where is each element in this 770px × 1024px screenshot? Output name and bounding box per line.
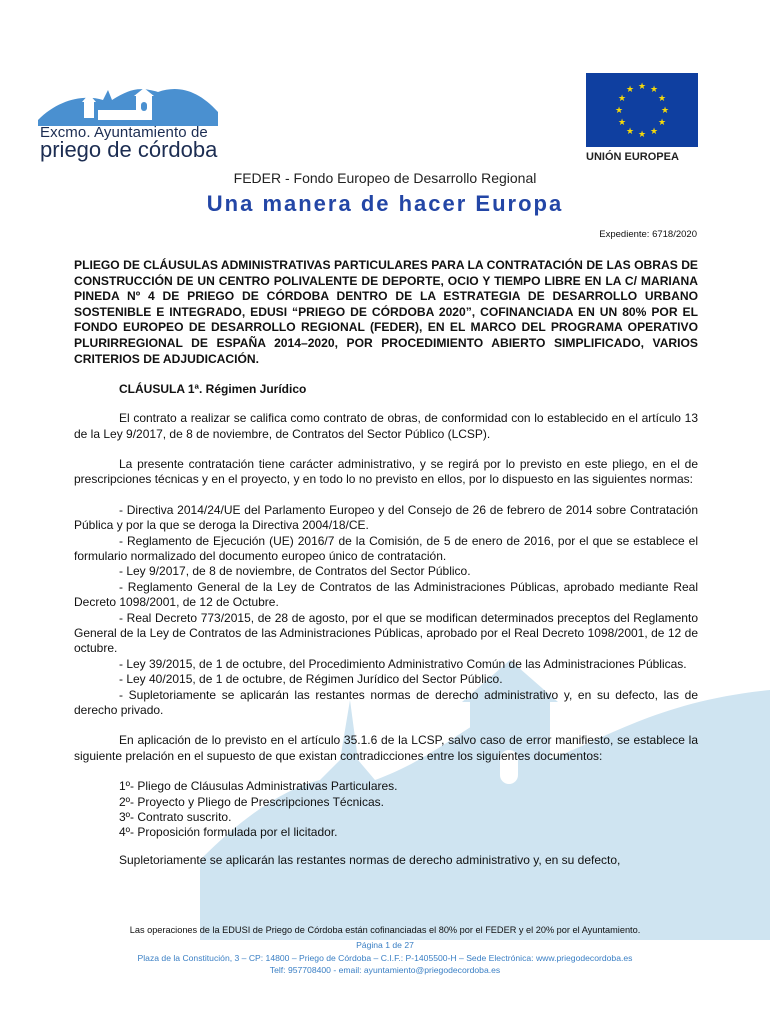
- document-body: [74, 258, 698, 869]
- list-item: 3º- Contrato suscrito.: [119, 809, 232, 824]
- document-title: PLIEGO DE CLÁUSULAS ADMINISTRATIVAS PARTICULARES PARA LA CONTRATACIÓN DE LAS OBRAS DE CONSTRUCCIÓN DE UN CENTRO POLIVALENTE DE DEPORTE, OCIO Y TIEMPO LIBRE EN LA C/ MARIANA PINEDA Nº 4 DE PRIEGO DE CÓRDOBA DENTRO DE LA ESTRATEGIA DE DESARROLLO URBANO SOSTENIBLE E INTEGRADO, EDUSI “PRIEGO DE CÓRDOBA 2020”, COFINANCIADA EN UN 80% POR EL FONDO EUROPEO DE DESARROLLO REGIONAL (FEDER), EN EL MARCO DEL PROGRAMA OPERATIVO PLURIRREGIONAL DE ESPAÑA 2014–2020, POR PROCEDIMIENTO ABIERTO SIMPLIFICADO, VARIOS CRITERIOS DE ADJUDICACIÓN.: [74, 258, 698, 366]
- list-item: 4º- Proposición formulada por el licitador.: [119, 825, 338, 840]
- list-item: - Supletoriamente se aplicarán las restantes normas de derecho administrativo y, en su defecto, las de derecho privado.: [74, 687, 698, 718]
- clause-heading: CLÁUSULA 1ª. Régimen Jurídico: [119, 382, 307, 397]
- expediente-number: Expediente: 6718/2020: [599, 229, 697, 240]
- svg-text:★: ★: [649, 85, 659, 95]
- paragraph-1: El contrato a realizar se califica como contrato de obras, de conformidad con lo establecido en el artículo 13 de la Ley 9/2017, de 8 de noviembre, de Contratos del Sector Público (LCSP).: [74, 411, 698, 441]
- cofinance-note: Las operaciones de la EDUSI de Priego de Córdoba están cofinanciadas el 80% por el FEDER y el 20% por el Ayuntamiento.: [129, 925, 641, 935]
- paragraph-3: En aplicación de lo previsto en el artículo 35.1.6 de la LCSP, salvo caso de error manifiesto, se establece la siguiente prelación en el supuesto de que existan contradicciones entre los siguientes documentos:: [74, 733, 698, 763]
- svg-text:★: ★: [657, 118, 667, 128]
- town-skyline-icon: [38, 80, 218, 126]
- svg-text:★: ★: [649, 127, 659, 137]
- norms-list: [74, 503, 698, 719]
- logo-text-line2: priego de córdoba: [40, 137, 218, 162]
- svg-text:★: ★: [617, 118, 627, 128]
- svg-text:★: ★: [625, 127, 635, 137]
- list-item: - Real Decreto 773/2015, de 28 de agosto, por el que se modifican determinados preceptos del Reglamento General de la Ley de Contratos de las Administraciones Públicas, aprobado por el Real Decreto 1098/2001, de 12 de octubre.: [74, 610, 698, 656]
- svg-text:★: ★: [657, 94, 667, 104]
- documents-list: [74, 779, 698, 840]
- eu-label: UNIÓN EUROPEA: [586, 151, 679, 163]
- list-item: - Directiva 2014/24/UE del Parlamento Europeo y del Consejo de 26 de febrero de 2014 sobre Contratación Pública y por la que se deroga la Directiva 2004/18/CE.: [74, 502, 698, 533]
- svg-text:★: ★: [660, 106, 670, 116]
- list-item: 2º- Proyecto y Pliego de Prescripciones Técnicas.: [119, 794, 384, 809]
- svg-text:★: ★: [637, 82, 647, 92]
- page-number: Página 1 de 27: [356, 940, 414, 950]
- svg-text:★: ★: [625, 85, 635, 95]
- list-item: - Ley 40/2015, de 1 de octubre, de Régimen Jurídico del Sector Público.: [119, 672, 503, 687]
- svg-text:★: ★: [614, 106, 624, 116]
- list-item: - Reglamento General de la Ley de Contratos de las Administraciones Públicas, aprobado mediante Real Decreto 1098/2001, de 12 de Octubre.: [74, 579, 698, 610]
- eu-stars-icon: [586, 73, 698, 147]
- logo-text-line1: Excmo. Ayuntamiento de: [40, 124, 208, 141]
- feder-heading: FEDER - Fondo Europeo de Desarrollo Regional: [233, 170, 537, 186]
- address-line: Plaza de la Constitución, 3 – CP: 14800 – Priego de Córdoba – C.I.F.: P-1405500-H – Sede Electrónica: www.priegodecordoba.es: [137, 953, 633, 963]
- list-item: - Reglamento de Ejecución (UE) 2016/7 de la Comisión, de 5 de enero de 2016, por el que se establece el formulario normalizado del documento europeo único de contratación.: [74, 533, 698, 563]
- paragraph-4: Supletoriamente se aplicarán las restantes normas de derecho administrativo y, en su defecto,: [119, 853, 621, 868]
- eu-flag: [586, 73, 698, 147]
- contact-line: Telf: 957708400 - email: ayuntamiento@priegodecordoba.es: [269, 965, 501, 975]
- list-item: - Ley 39/2015, de 1 de octubre, del Procedimiento Administrativo Común de las Administraciones Públicas.: [119, 656, 687, 671]
- svg-text:★: ★: [617, 94, 627, 104]
- svg-text:★: ★: [637, 130, 647, 140]
- motto-heading: Una manera de hacer Europa: [206, 191, 564, 216]
- list-item: - Ley 9/2017, de 8 de noviembre, de Contratos del Sector Público.: [119, 564, 471, 579]
- paragraph-2: La presente contratación tiene carácter administrativo, y se regirá por lo previsto en este pliego, en el de prescripciones técnicas y en el proyecto, y en todo lo no previsto en ellos, por lo dispuesto en las siguientes normas:: [74, 456, 698, 487]
- list-item: 1º- Pliego de Cláusulas Administrativas Particulares.: [119, 779, 398, 794]
- city-logo: [38, 80, 218, 162]
